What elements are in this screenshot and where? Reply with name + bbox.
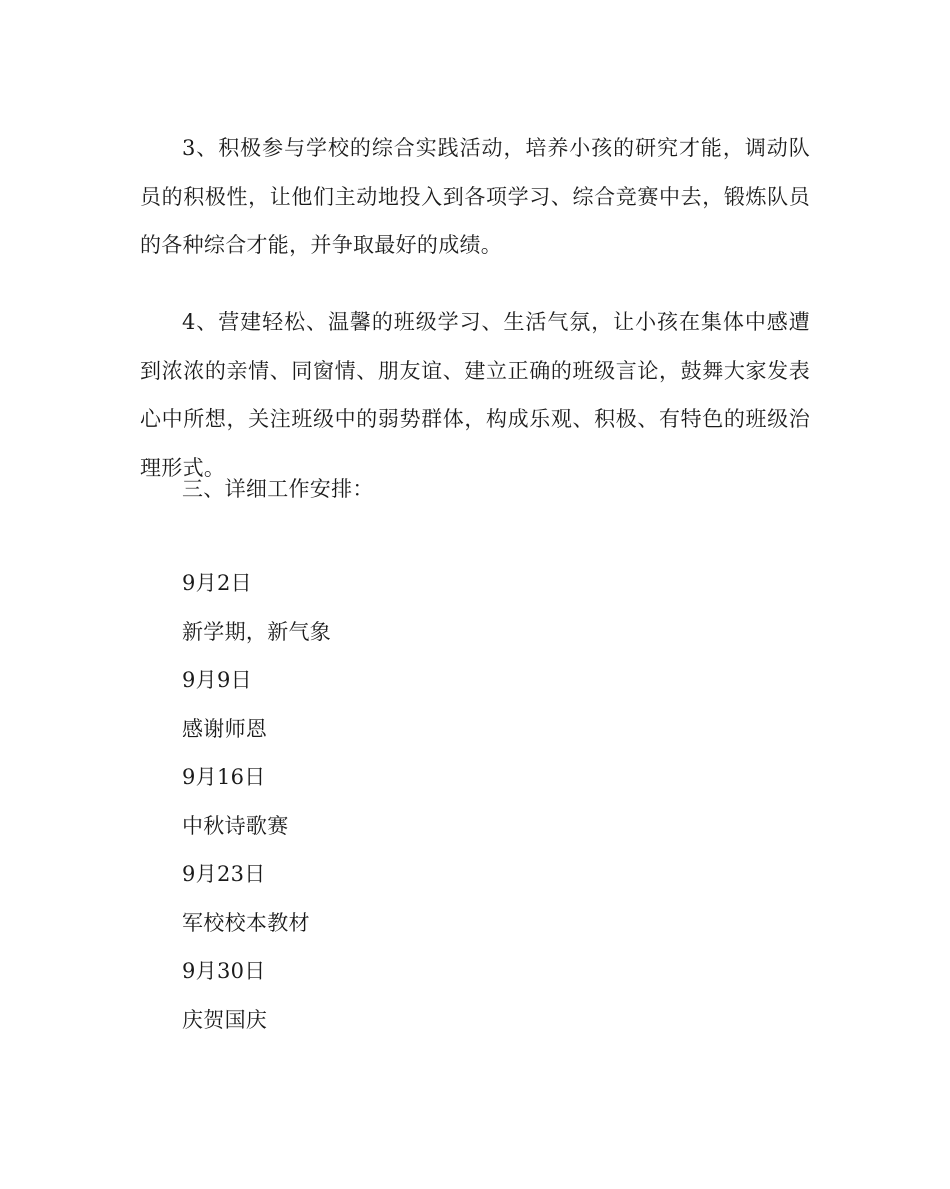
paragraph-item-3: 3、积极参与学校的综合实践活动，培养小孩的研究才能，调动队员的积极性，让他们主动地投入到各项学习、综合竞赛中去，锻炼队员的各种综合才能，并争取最好的成绩。 [140,136,810,257]
schedule-date: 9月30日 [182,959,266,983]
schedule-date: 9月2日 [182,571,252,595]
section-heading: 三、详细工作安排： [182,477,374,501]
schedule-activity: 中秋诗歌赛 [182,813,289,838]
schedule-activity: 军校校本教材 [182,910,310,935]
schedule-date: 9月16日 [182,765,266,789]
schedule-date: 9月23日 [182,862,266,886]
schedule-activity: 新学期，新气象 [182,619,332,644]
schedule-activity: 庆贺国庆 [182,1007,268,1032]
schedule-activity: 感谢师恩 [182,716,268,741]
schedule-date: 9月9日 [182,668,252,692]
schedule-list [182,559,331,1044]
paragraph-item-4: 4、营建轻松、温馨的班级学习、生活气氛，让小孩在集体中感遭到浓浓的亲情、同窗情、朋友谊、建立正确的班级言论，鼓舞大家发表心中所想，关注班级中的弱势群体，构成乐观、积极、有特色的班级治理形式。 [140,310,810,480]
